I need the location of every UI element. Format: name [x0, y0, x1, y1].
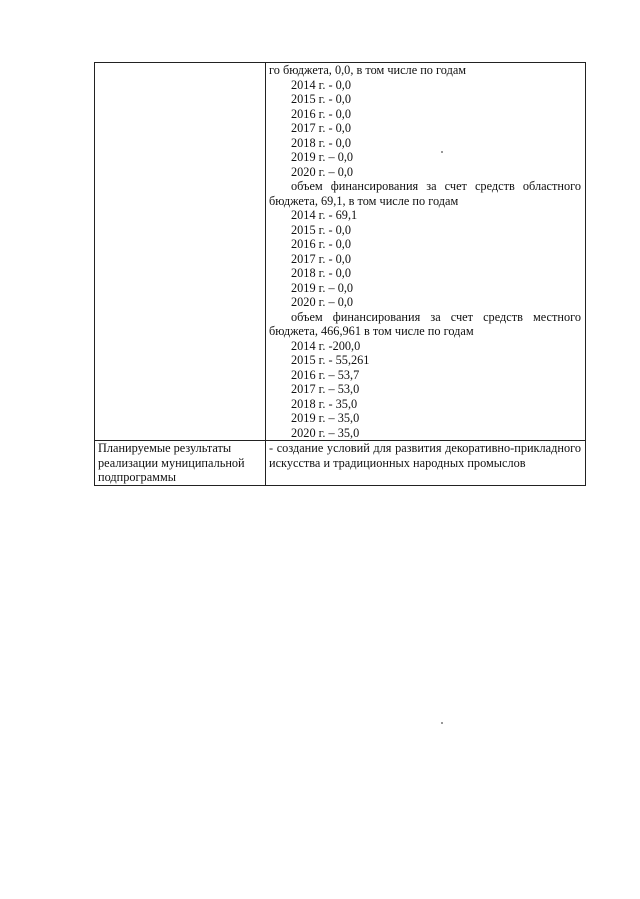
- regional-year-2017: 2017 г. - 0,0: [291, 251, 352, 266]
- local-budget-heading: объем финансирования за счет средств местного: [291, 309, 581, 324]
- regional-budget-total: бюджета, 69,1, в том числе по годам: [269, 193, 459, 208]
- federal-year-2015: 2015 г. - 0,0: [291, 92, 352, 106]
- regional-year-2020: 2020 г. – 0,0: [291, 295, 354, 309]
- financing-row: [95, 63, 586, 441]
- federal-year-2019: 2019 г. – 0,0: [291, 150, 354, 164]
- federal-year-2020: 2020 г. – 0,0: [291, 164, 354, 179]
- local-year-2017: 2017 г. – 53,0: [291, 382, 360, 396]
- regional-year-2019: 2019 г. – 0,0: [291, 280, 354, 295]
- results-label-cell: Планируемые результаты реализации муниципальной подпрограммы: [95, 441, 266, 486]
- federal-year-2017: 2017 г. - 0,0: [291, 121, 352, 135]
- results-row: [95, 441, 586, 486]
- scan-speck: [441, 722, 443, 724]
- federal-year-2016: 2016 г. - 0,0: [291, 106, 352, 121]
- local-budget-total: бюджета, 466,961 в том числе по годам: [269, 324, 474, 338]
- local-year-2019: 2019 г. – 35,0: [291, 411, 360, 425]
- regional-year-2018: 2018 г. - 0,0: [291, 266, 352, 280]
- subprogram-passport-table: [94, 62, 586, 486]
- financing-label-cell: [95, 63, 266, 441]
- local-year-2015: 2015 г. - 55,261: [291, 353, 370, 367]
- local-year-2020: 2020 г. – 35,0: [291, 425, 360, 440]
- federal-year-2014: 2014 г. - 0,0: [291, 77, 352, 92]
- regional-budget-heading: объем финансирования за счет средств областного: [291, 179, 581, 193]
- regional-year-2016: 2016 г. - 0,0: [291, 237, 352, 251]
- federal-budget-continuation: го бюджета, 0,0, в том числе по годам: [269, 63, 467, 77]
- regional-year-2015: 2015 г. - 0,0: [291, 222, 352, 237]
- scan-speck: [441, 151, 443, 153]
- local-year-2014: 2014 г. -200,0: [291, 338, 361, 353]
- results-value-cell: - создание условий для развития декоративно-прикладного искусства и традиционных народных промыслов: [266, 441, 586, 486]
- federal-year-2018: 2018 г. - 0,0: [291, 135, 352, 150]
- local-year-2016: 2016 г. – 53,7: [291, 367, 360, 382]
- local-year-2018: 2018 г. - 35,0: [291, 396, 358, 411]
- financing-value-cell: [266, 63, 586, 441]
- regional-year-2014: 2014 г. - 69,1: [291, 208, 358, 222]
